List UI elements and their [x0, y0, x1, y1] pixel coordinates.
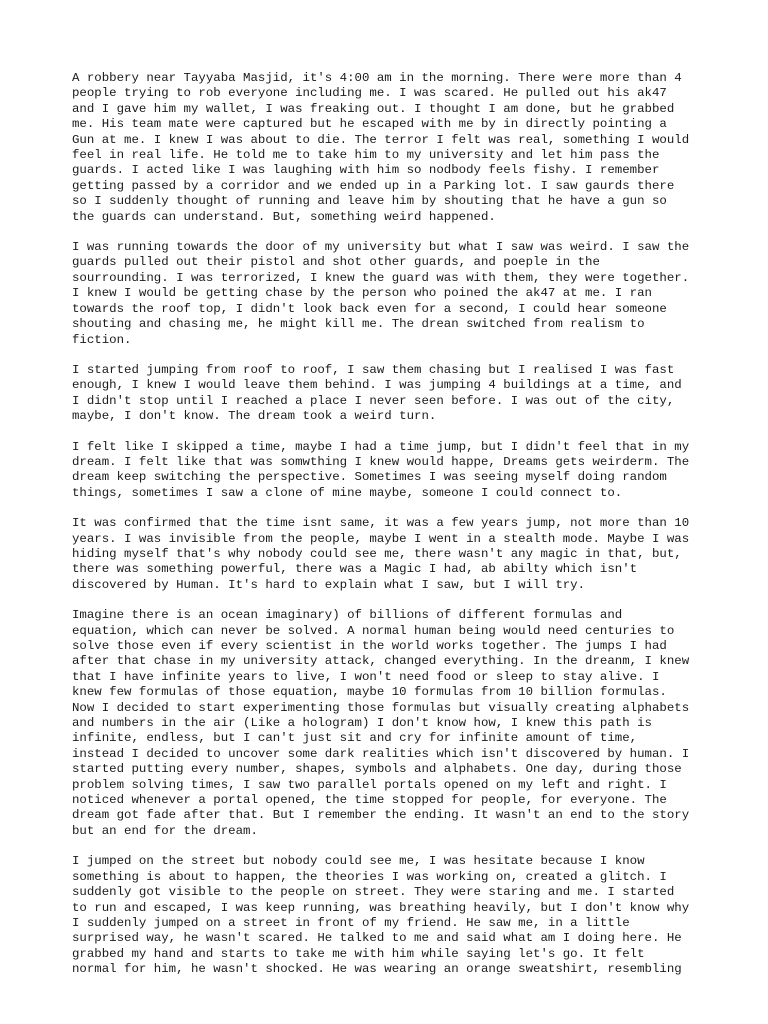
- document-page: [72, 71, 702, 993]
- paragraph-invisible: It was confirmed that the time isnt same, it was a few years jump, not more than 10 years. I was invisible from the people, maybe I went in a stealth mode. Maybe I was hiding myself that's why nobody could see me, there wasn't any magic in that, but, there was something powerful, there was a Magic I had, ab abilty which isn't discovered by Human. It's hard to explain what I saw, but I will try.: [72, 516, 690, 592]
- paragraph-robbery: A robbery near Tayyaba Masjid, it's 4:00 am in the morning. There were more than 4 people trying to rob everyone including me. I was scared. He pulled out his ak47 and I gave him my wallet, I was freaking out. I thought I am done, but he grabbed me. His team mate were captured but he escaped with me by in directly pointing a Gun at me. I knew I was about to die. The terror I felt was real, something I would feel in real life. He told me to take him to my university and let him pass the guards. I acted like I was laughing with him so nodbody feels fishy. I remember getting passed by a corridor and we ended up in a Parking lot. I saw gaurds there so I suddenly thought of running and leave him by shouting that he have a gun so the guards can understand. But, something weird happened.: [72, 71, 690, 224]
- paragraph-street-glitch: I jumped on the street but nobody could see me, I was hesitate because I know something is about to happen, the theories I was working on, created a glitch. I suddenly got visible to the people on street. They were staring and me. I started to run and escaped, I was keep running, was breathing heavily, but I don't know why I suddenly jumped on a street in front of my friend. He saw me, in a little surprised way, he wasn't scared. He talked to me and said what am I doing here. He grabbed my hand and starts to take me with him while saying let's go. It felt normal for him, he wasn't shocked. He was wearing an orange sweatshirt, resembling: [72, 854, 690, 977]
- paragraph-roof-jumping: I started jumping from roof to roof, I saw them chasing but I realised I was fast enough, I knew I would leave them behind. I was jumping 4 buildings at a time, and I didn't stop until I reached a place I never seen before. I was out of the city, maybe, I don't know. The dream took a weird turn.: [72, 362, 682, 424]
- paragraph-time-skip: I felt like I skipped a time, maybe I had a time jump, but I didn't feel that in my dream. I felt like that was somwthing I knew would happe, Dreams gets weirderm. The dream keep switching the perspective. Sometimes I was seeing myself doing random things, sometimes I saw a clone of mine maybe, someone I could connect to.: [72, 439, 690, 500]
- paragraph-university-run: I was running towards the door of my university but what I saw was weird. I saw the guards pulled out their pistol and shot other guards, and poeple in the sourrounding. I was terrorized, I knew the guard was with them, they were together. I knew I would be getting chase by the person who poined the ak47 at me. I ran towards the roof top, I didn't look back even for a second, I could hear someone shouting and chasing me, he might kill me. The drean switched from realism to fiction.: [72, 240, 690, 347]
- paragraph-formulas: Imagine there is an ocean imaginary) of billions of different formulas and equation, which can never be solved. A normal human being would need centuries to solve those even if every scientist in the world works together. The jumps I had after that chase in my university attack, changed everything. In the dreanm, I knew that I have infinite years to live, I won't need food or sleep to stay alive. I knew few formulas of those equation, maybe 10 formulas from 10 billion formulas. Now I decided to start experimenting those formulas but visually creating alphabets and numbers in the air (Like a hologram) I don't know how, I knew this path is infinite, endless, but I can't just sit and cry for infinite amount of time, instead I decided to uncover some dark realities which isn't discovered by human. I started putting every number, shapes, symbols and alphabets. One day, during those problem solving times, I saw two parallel portals opened on my left and right. I noticed whenever a portal opened, the time stopped for people, for everyone. The dream got fade after that. But I remember the ending. It wasn't an end to the story but an end for the dream.: [72, 608, 690, 838]
